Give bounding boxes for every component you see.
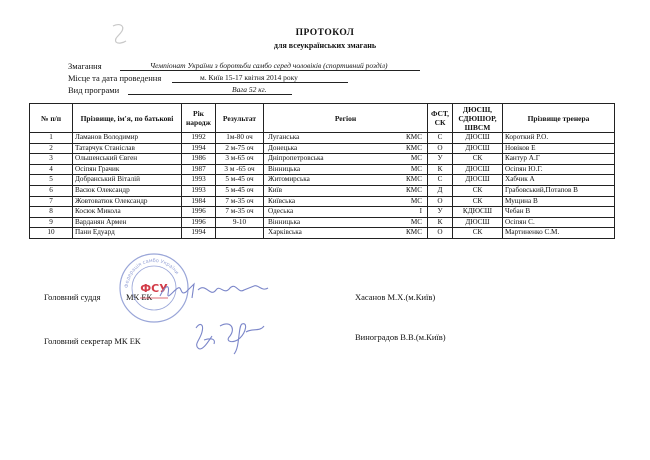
cell-fst: У bbox=[428, 207, 453, 218]
program-label: Вид програми bbox=[68, 85, 120, 95]
cell-school: ДЮСШ bbox=[453, 133, 503, 144]
region-name: Київська bbox=[268, 196, 296, 205]
judge-name: Хасанов М.Х.(м.Київ) bbox=[355, 292, 436, 302]
cell-fst: К bbox=[428, 217, 453, 228]
judge-label: Головний суддя bbox=[44, 292, 101, 302]
cell-region bbox=[264, 185, 428, 196]
table-row bbox=[30, 228, 615, 239]
table-row bbox=[30, 185, 615, 196]
competition-label: Змагання bbox=[68, 61, 102, 71]
cell-num: 9 bbox=[30, 217, 73, 228]
cell-fst: С bbox=[428, 175, 453, 186]
region-name: Житомирська bbox=[268, 175, 310, 184]
cell-result bbox=[216, 228, 264, 239]
cell-result: 1м-80 оч bbox=[216, 133, 264, 144]
header-school: ДЮСШ, СДЮШОР, ШВСМ bbox=[453, 104, 503, 133]
cell-result: 7 м-35 оч bbox=[216, 207, 264, 218]
cell-year: 1986 bbox=[182, 154, 216, 165]
stamp-ring-text: Федерація самбо України bbox=[123, 257, 180, 289]
cell-region bbox=[264, 228, 428, 239]
cell-school: ДЮСШ bbox=[453, 217, 503, 228]
region-name: Луганська bbox=[268, 133, 300, 141]
cell-name: Татарчук Станіслав bbox=[73, 143, 182, 154]
region-name: Вінницька bbox=[268, 217, 301, 226]
cell-year: 1992 bbox=[182, 133, 216, 144]
cell-school: СК bbox=[453, 185, 503, 196]
table-row bbox=[30, 164, 615, 175]
cell-coach: Осіпян С. bbox=[503, 217, 615, 228]
table-row bbox=[30, 207, 615, 218]
cell-year: 1984 bbox=[182, 196, 216, 207]
cell-region bbox=[264, 133, 428, 144]
cell-name: Пани Едуард bbox=[73, 228, 182, 239]
cell-coach: Короткий Р.О. bbox=[503, 133, 615, 144]
header-year: Рік народж bbox=[182, 104, 216, 133]
cell-fst: О bbox=[428, 228, 453, 239]
cell-name: Жовтоватюк Олександр bbox=[73, 196, 182, 207]
cell-school: СК bbox=[453, 228, 503, 239]
cell-coach: Грабовський,Потапов В bbox=[503, 185, 615, 196]
secretary-signature bbox=[190, 318, 268, 358]
cell-region bbox=[264, 143, 428, 154]
cell-name: Ламанов Володимир bbox=[73, 133, 182, 144]
cell-fst: О bbox=[428, 143, 453, 154]
judge-org: МК ЕК bbox=[126, 292, 153, 302]
region-name: Донецька bbox=[268, 143, 298, 152]
cell-num: 2 bbox=[30, 143, 73, 154]
cell-year: 1993 bbox=[182, 175, 216, 186]
cell-coach: Новіков Е bbox=[503, 143, 615, 154]
competition-value: Чемпіонат України з боротьби самбо серед чоловіків (спортивний розділ) bbox=[150, 61, 388, 70]
header-coach: Прізвище тренера bbox=[503, 104, 615, 133]
table-row bbox=[30, 154, 615, 165]
cell-coach: Хабчик А bbox=[503, 175, 615, 186]
cell-region bbox=[264, 207, 428, 218]
sport-rank: КМС bbox=[406, 175, 422, 184]
cell-result: 3 м-65 оч bbox=[216, 154, 264, 165]
secretary-label: Головний секретар МК ЕК bbox=[44, 336, 141, 346]
cell-coach: Осіпян Ю.Г. bbox=[503, 164, 615, 175]
cell-num: 8 bbox=[30, 207, 73, 218]
cell-num: 10 bbox=[30, 228, 73, 239]
document-subtitle: для всеукраїнських змагань bbox=[273, 41, 377, 50]
cell-name: Добранський Віталій bbox=[73, 175, 182, 186]
document-title: ПРОТОКОЛ bbox=[295, 28, 355, 38]
cell-coach: Чебан В bbox=[503, 207, 615, 218]
cell-result: 5 м-45 оч bbox=[216, 185, 264, 196]
cell-region bbox=[264, 217, 428, 228]
header-result: Результат bbox=[216, 104, 264, 133]
table-row bbox=[30, 196, 615, 207]
table-row bbox=[30, 175, 615, 186]
cell-result: 2 м-75 оч bbox=[216, 143, 264, 154]
cell-year: 1996 bbox=[182, 207, 216, 218]
cell-year: 1987 bbox=[182, 164, 216, 175]
cell-year: 1993 bbox=[182, 185, 216, 196]
region-name: Дніпропетровська bbox=[268, 154, 324, 163]
judge-signature bbox=[158, 278, 276, 306]
cell-name: Варданян Армен bbox=[73, 217, 182, 228]
table-row bbox=[30, 217, 615, 228]
header-region: Регіон bbox=[264, 104, 428, 133]
cell-school: ДЮСШ bbox=[453, 164, 503, 175]
cell-result: 9-10 bbox=[216, 217, 264, 228]
table-row bbox=[30, 143, 615, 154]
cell-name: Осіпян Грачик bbox=[73, 164, 182, 175]
place-date-label: Місце та дата проведення bbox=[68, 73, 162, 83]
sport-rank: КМС bbox=[406, 185, 422, 194]
cell-fst: К bbox=[428, 164, 453, 175]
secretary-name: Виноградов В.В.(м.Київ) bbox=[355, 332, 446, 342]
table-body bbox=[30, 133, 615, 239]
sport-rank: КМС bbox=[406, 133, 422, 141]
sport-rank: МС bbox=[410, 154, 422, 163]
sport-rank: МС bbox=[410, 217, 422, 226]
region-name: Харківська bbox=[268, 228, 302, 237]
sport-rank: МС bbox=[410, 196, 422, 205]
cell-num: 4 bbox=[30, 164, 73, 175]
cell-year: 1994 bbox=[182, 143, 216, 154]
region-name: Вінницька bbox=[268, 164, 301, 173]
results-table bbox=[29, 103, 615, 239]
cell-school: СК bbox=[453, 154, 503, 165]
cell-school: ДЮСШ bbox=[453, 175, 503, 186]
cell-coach: Кантур А.Г bbox=[503, 154, 615, 165]
cell-region bbox=[264, 154, 428, 165]
sport-rank: КМС bbox=[406, 143, 422, 152]
cell-region bbox=[264, 164, 428, 175]
cell-result: 5 м-45 оч bbox=[216, 175, 264, 186]
sport-rank: І bbox=[419, 207, 422, 216]
cell-year: 1994 bbox=[182, 228, 216, 239]
cell-fst: С bbox=[428, 133, 453, 144]
cell-region bbox=[264, 196, 428, 207]
place-date-value: м. Київ 15-17 квітня 2014 року bbox=[200, 73, 298, 82]
cell-fst: У bbox=[428, 154, 453, 165]
cell-school: ДЮСШ bbox=[453, 143, 503, 154]
cell-name: Косюк Микола bbox=[73, 207, 182, 218]
program-value: Вага 52 кг. bbox=[232, 85, 267, 94]
cell-coach: Мартиненко С.М. bbox=[503, 228, 615, 239]
region-name: Одеська bbox=[268, 207, 294, 216]
cell-num: 6 bbox=[30, 185, 73, 196]
cell-name: Васюк Олександр bbox=[73, 185, 182, 196]
cell-num: 3 bbox=[30, 154, 73, 165]
cell-region bbox=[264, 175, 428, 186]
cell-result: 7 м-35 оч bbox=[216, 196, 264, 207]
cell-coach: Мущина В bbox=[503, 196, 615, 207]
cell-result: 3 м -65 оч bbox=[216, 164, 264, 175]
header-name: Прізвище, ім'я, по батькові bbox=[73, 104, 182, 133]
sport-rank: КМС bbox=[406, 228, 422, 237]
cell-fst: Д bbox=[428, 185, 453, 196]
cell-num: 1 bbox=[30, 133, 73, 144]
cell-fst: О bbox=[428, 196, 453, 207]
table-header-row bbox=[30, 104, 615, 133]
cell-year: 1996 bbox=[182, 217, 216, 228]
stamp-center-text: ФСУ bbox=[140, 282, 168, 295]
cell-name: Ольшенський Євген bbox=[73, 154, 182, 165]
cell-num: 7 bbox=[30, 196, 73, 207]
cell-school: СК bbox=[453, 196, 503, 207]
header-num: № п/п bbox=[30, 104, 73, 133]
table-row bbox=[30, 133, 615, 144]
cell-school: КДЮСШ bbox=[453, 207, 503, 218]
header-fst: ФСТ, СК bbox=[428, 104, 453, 133]
sport-rank: МС bbox=[410, 164, 422, 173]
region-name: Київ bbox=[268, 185, 283, 194]
cell-num: 5 bbox=[30, 175, 73, 186]
